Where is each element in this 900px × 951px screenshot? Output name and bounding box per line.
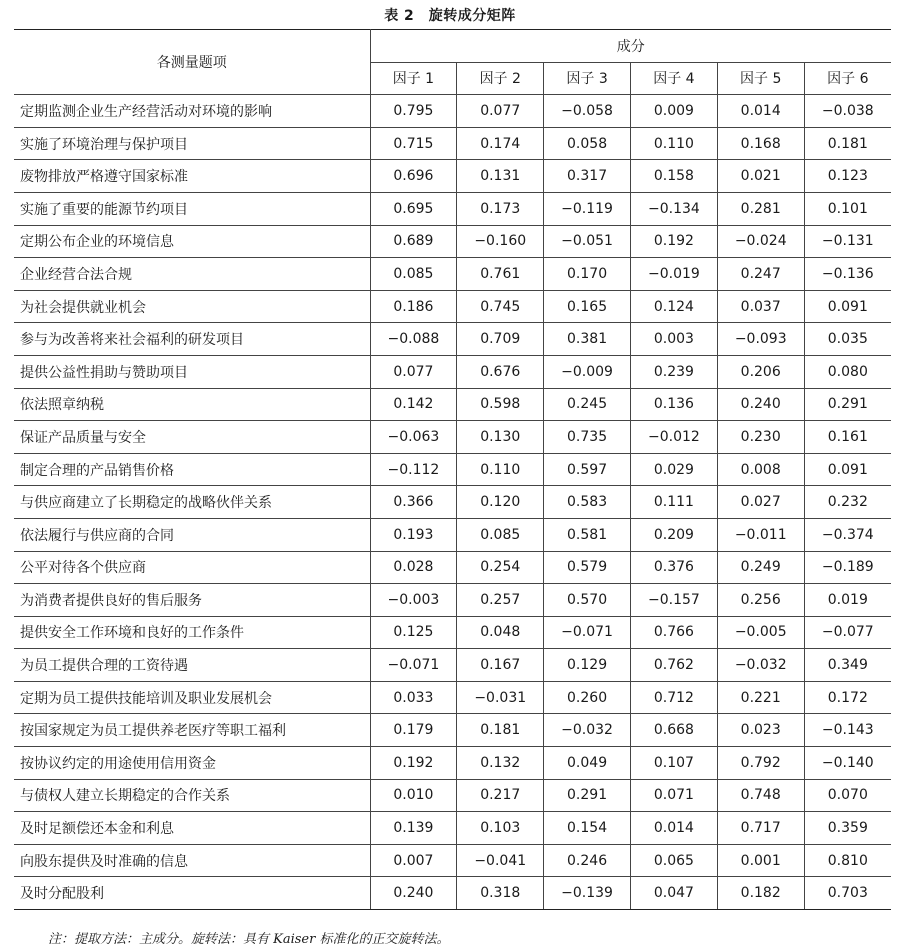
loading-cell: 0.581 [544,518,631,551]
table-row [14,323,891,356]
loading-cell: 0.014 [717,95,804,128]
loading-cell: 0.206 [717,355,804,388]
table-note: 注：提取方法：主成分。旋转法：具有 Kaiser 标准化的正交旋转法。 [48,932,450,947]
item-label: 为员工提供合理的工资待遇 [14,649,370,682]
loading-cell: 0.131 [457,160,544,193]
loading-cell: 0.795 [370,95,457,128]
loading-cell: 0.703 [804,877,891,910]
loading-cell: 0.125 [370,616,457,649]
loading-cell: 0.065 [630,844,717,877]
loading-cell: −0.003 [370,584,457,617]
loading-cell: 0.249 [717,551,804,584]
loading-cell: 0.376 [630,551,717,584]
table-row [14,192,891,225]
loading-cell: −0.157 [630,584,717,617]
item-label: 保证产品质量与安全 [14,421,370,454]
factor-header-3: 因子 3 [544,62,631,95]
loading-cell: 0.014 [630,812,717,845]
table-caption: 表 2 旋转成分矩阵 [384,8,516,24]
loading-cell: 0.735 [544,421,631,454]
loading-cell: −0.012 [630,421,717,454]
loading-cell: 0.579 [544,551,631,584]
loading-cell: 0.260 [544,681,631,714]
loading-cell: −0.136 [804,258,891,291]
loading-cell: 0.349 [804,649,891,682]
loading-cell: 0.028 [370,551,457,584]
loading-cell: 0.240 [370,877,457,910]
loading-cell: −0.005 [717,616,804,649]
loading-cell: 0.583 [544,486,631,519]
loading-cell: 0.232 [804,486,891,519]
table-row [14,355,891,388]
loading-cell: −0.041 [457,844,544,877]
loading-cell: 0.091 [804,453,891,486]
loading-cell: 0.120 [457,486,544,519]
loading-cell: 0.173 [457,192,544,225]
item-label: 定期监测企业生产经营活动对环境的影响 [14,95,370,128]
factor-header-5: 因子 5 [717,62,804,95]
factor-header-1: 因子 1 [370,62,457,95]
loading-cell: −0.131 [804,225,891,258]
item-label: 提供安全工作环境和良好的工作条件 [14,616,370,649]
loading-cell: 0.123 [804,160,891,193]
table-row [14,747,891,780]
factor-header-6: 因子 6 [804,62,891,95]
loading-cell: −0.009 [544,355,631,388]
item-label: 废物排放严格遵守国家标准 [14,160,370,193]
loading-cell: 0.168 [717,127,804,160]
loading-cell: 0.192 [370,747,457,780]
loading-cell: −0.038 [804,95,891,128]
loading-cell: 0.049 [544,747,631,780]
loading-cell: 0.103 [457,812,544,845]
loading-cell: 0.091 [804,290,891,323]
loading-cell: −0.088 [370,323,457,356]
loading-cell: 0.007 [370,844,457,877]
loading-cell: −0.031 [457,681,544,714]
item-label: 与债权人建立长期稳定的合作关系 [14,779,370,812]
loading-cell: 0.317 [544,160,631,193]
loading-cell: 0.245 [544,388,631,421]
loading-cell: 0.230 [717,421,804,454]
loading-cell: 0.010 [370,779,457,812]
loading-cell: 0.124 [630,290,717,323]
loading-cell: 0.291 [544,779,631,812]
loading-cell: 0.077 [370,355,457,388]
loading-cell: 0.009 [630,95,717,128]
item-label: 依法照章纳税 [14,388,370,421]
loading-cell: 0.110 [457,453,544,486]
loading-cell: 0.281 [717,192,804,225]
table-row [14,518,891,551]
loading-cell: 0.037 [717,290,804,323]
loading-cell: 0.008 [717,453,804,486]
loading-cell: 0.257 [457,584,544,617]
loading-cell: 0.570 [544,584,631,617]
table-row [14,779,891,812]
table-row [14,160,891,193]
loading-cell: 0.071 [630,779,717,812]
loading-cell: 0.035 [804,323,891,356]
loading-cell: −0.139 [544,877,631,910]
loading-cell: 0.101 [804,192,891,225]
loading-cell: 0.182 [717,877,804,910]
table-row [14,453,891,486]
loading-cell: 0.247 [717,258,804,291]
item-label: 向股东提供及时准确的信息 [14,844,370,877]
item-label: 企业经营合法合规 [14,258,370,291]
loading-cell: 0.745 [457,290,544,323]
table-row [14,844,891,877]
loading-cell: 0.129 [544,649,631,682]
loading-cell: −0.112 [370,453,457,486]
loading-cell: 0.019 [804,584,891,617]
loading-cell: −0.143 [804,714,891,747]
header-item-column: 各测量题项 [14,30,370,95]
loading-cell: −0.019 [630,258,717,291]
loading-cell: −0.134 [630,192,717,225]
loading-cell: 0.154 [544,812,631,845]
item-label: 公平对待各个供应商 [14,551,370,584]
loading-cell: 0.766 [630,616,717,649]
loading-cell: 0.023 [717,714,804,747]
table-row [14,225,891,258]
loading-cell: 0.070 [804,779,891,812]
loading-cell: 0.033 [370,681,457,714]
table-row [14,486,891,519]
loading-cell: 0.085 [370,258,457,291]
loading-cell: 0.192 [630,225,717,258]
loading-cell: 0.762 [630,649,717,682]
loading-cell: −0.160 [457,225,544,258]
loading-cell: −0.032 [544,714,631,747]
loading-cell: 0.110 [630,127,717,160]
loading-cell: 0.167 [457,649,544,682]
loading-cell: 0.597 [544,453,631,486]
loading-cell: 0.132 [457,747,544,780]
loading-cell: −0.051 [544,225,631,258]
item-label: 提供公益性捐助与赞助项目 [14,355,370,388]
factor-header-4: 因子 4 [630,62,717,95]
table-row [14,681,891,714]
loading-cell: 0.172 [804,681,891,714]
loading-cell: 0.695 [370,192,457,225]
loading-cell: 0.318 [457,877,544,910]
loading-cell: 0.170 [544,258,631,291]
loading-cell: 0.366 [370,486,457,519]
loading-cell: 0.709 [457,323,544,356]
table-row [14,551,891,584]
loading-cell: 0.186 [370,290,457,323]
loading-cell: 0.179 [370,714,457,747]
table-row [14,616,891,649]
loading-cell: 0.058 [544,127,631,160]
loading-cell: 0.209 [630,518,717,551]
loading-cell: 0.239 [630,355,717,388]
loading-cell: 0.085 [457,518,544,551]
loading-cell: 0.359 [804,812,891,845]
loading-cell: 0.748 [717,779,804,812]
loading-cell: 0.256 [717,584,804,617]
loading-cell: 0.715 [370,127,457,160]
loading-cell: −0.063 [370,421,457,454]
loading-cell: 0.048 [457,616,544,649]
loading-cell: 0.291 [804,388,891,421]
loading-cell: −0.024 [717,225,804,258]
loading-cell: −0.071 [544,616,631,649]
loading-cell: 0.240 [717,388,804,421]
loading-cell: 0.181 [457,714,544,747]
table-row [14,649,891,682]
loading-cell: −0.071 [370,649,457,682]
table-row [14,258,891,291]
loading-cell: 0.142 [370,388,457,421]
loading-cell: 0.047 [630,877,717,910]
loading-cell: 0.689 [370,225,457,258]
item-label: 定期公布企业的环境信息 [14,225,370,258]
loading-cell: 0.221 [717,681,804,714]
loading-cell: 0.696 [370,160,457,193]
item-label: 为消费者提供良好的售后服务 [14,584,370,617]
table-row [14,584,891,617]
loading-cell: 0.027 [717,486,804,519]
loading-cell: 0.217 [457,779,544,812]
table-row [14,877,891,910]
loading-cell: 0.107 [630,747,717,780]
loading-cell: −0.058 [544,95,631,128]
loading-cell: 0.254 [457,551,544,584]
table-row [14,714,891,747]
loading-cell: 0.676 [457,355,544,388]
item-label: 参与为改善将来社会福利的研发项目 [14,323,370,356]
loading-cell: 0.165 [544,290,631,323]
loading-cell: 0.080 [804,355,891,388]
item-label: 实施了重要的能源节约项目 [14,192,370,225]
factor-header-2: 因子 2 [457,62,544,95]
loading-cell: 0.029 [630,453,717,486]
table-row [14,812,891,845]
loading-cell: 0.181 [804,127,891,160]
loading-cell: 0.792 [717,747,804,780]
loading-cell: 0.021 [717,160,804,193]
loading-cell: −0.093 [717,323,804,356]
loading-cell: 0.111 [630,486,717,519]
matrix-body [14,95,891,910]
loading-cell: −0.119 [544,192,631,225]
table-row [14,127,891,160]
table-row [14,95,891,128]
loading-cell: 0.761 [457,258,544,291]
loading-cell: 0.001 [717,844,804,877]
item-label: 实施了环境治理与保护项目 [14,127,370,160]
loading-cell: 0.158 [630,160,717,193]
loading-cell: 0.174 [457,127,544,160]
item-label: 及时足额偿还本金和利息 [14,812,370,845]
loading-cell: 0.077 [457,95,544,128]
loading-cell: 0.598 [457,388,544,421]
loading-cell: 0.717 [717,812,804,845]
table-row [14,290,891,323]
loading-cell: 0.712 [630,681,717,714]
loading-cell: 0.161 [804,421,891,454]
loading-cell: −0.189 [804,551,891,584]
loading-cell: 0.003 [630,323,717,356]
item-label: 按国家规定为员工提供养老医疗等职工福利 [14,714,370,747]
item-label: 制定合理的产品销售价格 [14,453,370,486]
item-label: 为社会提供就业机会 [14,290,370,323]
loading-cell: 0.139 [370,812,457,845]
rotated-component-matrix [14,29,891,910]
item-label: 按协议约定的用途使用信用资金 [14,747,370,780]
item-label: 依法履行与供应商的合同 [14,518,370,551]
loading-cell: −0.140 [804,747,891,780]
item-label: 及时分配股利 [14,877,370,910]
loading-cell: −0.374 [804,518,891,551]
loading-cell: 0.246 [544,844,631,877]
header-component-group: 成分 [370,30,891,63]
loading-cell: 0.130 [457,421,544,454]
item-label: 与供应商建立了长期稳定的战略伙伴关系 [14,486,370,519]
loading-cell: 0.193 [370,518,457,551]
table-row [14,388,891,421]
loading-cell: −0.011 [717,518,804,551]
table-row [14,421,891,454]
loading-cell: 0.810 [804,844,891,877]
loading-cell: 0.136 [630,388,717,421]
loading-cell: 0.668 [630,714,717,747]
loading-cell: 0.381 [544,323,631,356]
item-label: 定期为员工提供技能培训及职业发展机会 [14,681,370,714]
loading-cell: −0.032 [717,649,804,682]
loading-cell: −0.077 [804,616,891,649]
